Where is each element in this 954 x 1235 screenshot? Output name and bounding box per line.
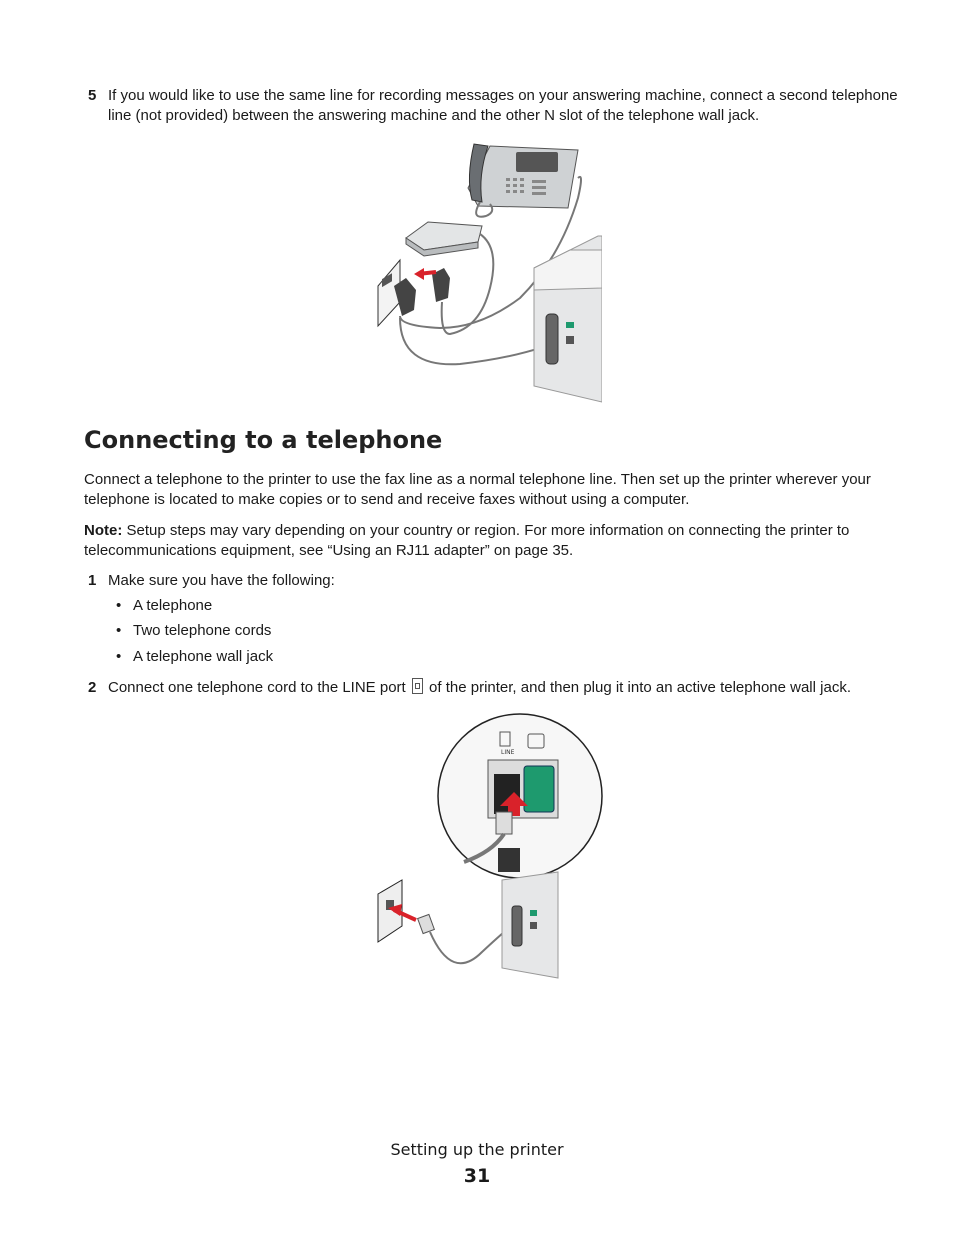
bullet-icon: • (116, 648, 122, 665)
section-heading: Connecting to a telephone (84, 426, 443, 454)
note-label: Note: (84, 522, 123, 539)
step-text: If you would like to use the same line for recording messages on your answering machine, connect a second telephone line (not provided) between the answering machine and the other N slot of the telephone wall jack. (108, 87, 898, 124)
line-port-label: LINE (501, 749, 515, 756)
step-text: Connect one telephone cord to the LINE port of the printer, and then plug it into an active telephone wall jack. (108, 679, 851, 696)
intro-paragraph: Connect a telephone to the printer to use the fax line as a normal telephone line. Then set up the printer wherever your telephone is located to make copies or to send and receive faxes without using a computer. (84, 471, 871, 508)
zoom-circle (438, 714, 602, 878)
step-number: 5 (88, 87, 97, 104)
note-paragraph (84, 521, 884, 561)
step-number: 2 (88, 679, 97, 696)
page-number: 31 (463, 1165, 491, 1187)
answering-machine-connection-illustration (370, 138, 602, 404)
bullet-icon: • (116, 597, 122, 614)
bullet-icon: • (116, 622, 122, 639)
step-number: 1 (88, 572, 97, 589)
line-port-connection-illustration (372, 712, 606, 982)
line-port-icon (412, 678, 423, 694)
telephone-icon (468, 144, 578, 217)
answering-machine-icon (406, 222, 482, 256)
printer-icon (534, 236, 602, 402)
footer-title: Setting up the printer (390, 1140, 564, 1159)
note-text: Setup steps may vary depending on your country or region. For more information on connecting the printer to telecommunications equipment, see “Using an RJ11 adapter” on page 35. (84, 522, 850, 559)
step-text: Make sure you have the following: (108, 572, 335, 589)
printer-icon (502, 872, 558, 978)
